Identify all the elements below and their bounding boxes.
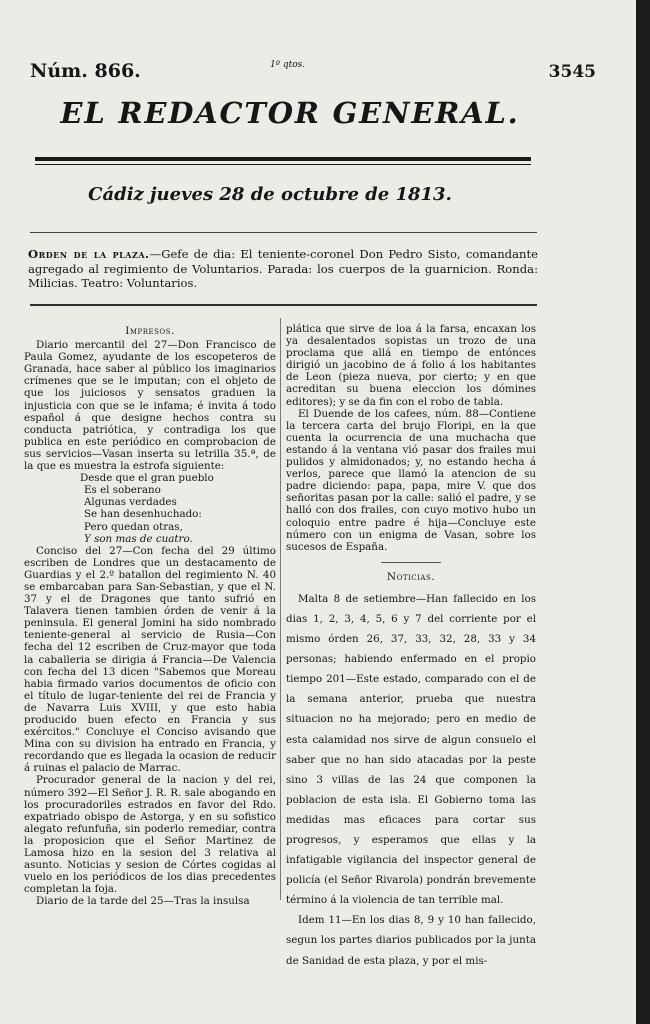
impresos-heading: Impresos.	[125, 325, 175, 337]
left-column	[24, 323, 276, 908]
dateline-rule	[30, 232, 537, 233]
orden-de-la-plaza	[28, 247, 538, 291]
page-edge-shadow	[636, 0, 650, 1024]
orden-text: —Gefe de dia: El teniente-coronel Don Pedro Sisto, comandante agregado al regimiento de Voluntarios. Parada: los cuerpos de la guarnicion. Ronda: Milicias. Teatro: Voluntarios.	[28, 247, 538, 290]
conciso-paragraph: Conciso del 27—Con fecha del 29 último escriben de Londres que un destacamento de Guardias y el 2.º batallon del regimiento N. 40 se embarcaban para San-Sebastian, y que el N. 37 y el de Dragones que tanto sufrió en Talavera tienen tambien órden de venir á la peninsula. El general Jomini ha sido nombrado teniente-general al servicio de Rusia—Con fecha del 12 escriben de Cruz-mayor que toda la caballeria se dirigia á Francia—De Valencia con fecha del 13 dicen "Sabemos que Moreau habia firmado varios documentos de oficio con el título de lugar-teniente del rei de Francia y de Navarra Luis XVIII, y que esto habia producido buen efecto en Francia y sus exércitos." Concluye el Conciso avisando que Mina con su division ha entrado en Francia, y recordando que es llegada la ocasion de reducir á ruinas el palacio de Marrac.	[24, 544, 276, 775]
page-number: 3545	[548, 62, 596, 82]
verse-line: Desde que el gran pueblo	[80, 472, 214, 485]
diario-tarde-paragraph: Diario de la tarde del 25—Tras la insulsa	[36, 895, 250, 908]
right-column	[286, 323, 536, 971]
verse-line: Algunas verdades	[84, 496, 177, 509]
masthead-rule-thick	[35, 157, 531, 161]
verse-line: Se han desenhuchado:	[84, 508, 202, 521]
idem-paragraph: Idem 11—En los dias 8, 9 y 10 han fallecido, segun los partes diarios publicados por la junta de Sanidad de esta plaza, y por el mis-	[286, 914, 536, 967]
noticias-heading: Noticias.	[386, 570, 436, 583]
duende-paragraph: El Duende de los cafees, núm. 88—Contiene la tercera carta del brujo Floripi, en la que cuenta la ocurrencia de una muchacha que estando á la ventana vió pasar dos frailes mui pulidos y almidonados; y, no estando hecha á verlos, parece que llamó la atencion de su padre diciendo: papa, papa, mire V. que dos señoritas pasan por la calle: salió el padre, y se halló con dos frailes, con cuyo motivo hubo un coloquio entre padre é hija—Concluye este número con un enigma de Vasan, sobre los sucesos de España.	[286, 407, 536, 553]
procurador-paragraph: Procurador general de la nacion y del rei, número 392—El Señor J. R. R. sale abogando en los procuradoriles estrados en favor del Rdo. expatriado obispo de Astorga, y en su sofistico alegato refunfuña, sin poderlo remediar, contra la proposicion que el Señor Martinez de Lamosa hizo en la sesion del 3 relativa al asunto. Noticias y sesion de Córtes cogidas al vuelo en los periódicos de los dias precedentes completan la foja.	[24, 774, 276, 896]
dateline: Cádiz jueves 28 de octubre de 1813.	[88, 184, 452, 205]
malta-paragraph: Malta 8 de setiembre—Han fallecido en los dias 1, 2, 3, 4, 5, 6 y 7 del corriente por el mismo órden 26, 37, 33, 32, 28, 33 y 34 personas; habiendo enfermado en el propio tiempo 201—Este estado, comparado con el de la semana anterior, prueba que nuestra situacion no ha mejorado; pero en medio de esta calamidad nos sirve de algun consuelo el saber que no han sido atacadas por la peste sino 3 villas de las 24 que componen la poblacion de esta isla. El Gobierno toma las medidas mas eficaces para cortar sus progresos, y esperamos que ellas y la infatigable vigilancia del inspector general de policía (el Señor Rivarola) pondrán brevemente término á la violencia de tan terrible mal.	[286, 592, 536, 907]
issue-price: 1º qtos.	[270, 60, 306, 70]
verse-line: Y son mas de cuatro.	[84, 532, 193, 545]
orden-label: Orden de la plaza.	[28, 247, 150, 261]
diario-mercantil-paragraph: Diario mercantil del 27—Don Francisco de Paula Gomez, ayudante de los escopeteros de Granada, hace saber al público los imaginarios crímenes que se le imputan; con el objeto de que los juiciosos y sensatos graduen la injusticia con que se le infama; é invita á todo español á que designe hechos contra su conducta patriótica, y contradiga los que publica en este periódico en comprobacion de sus servicios—Vasan inserta su letrilla 35.ª, de la que es muestra la estrofa siguiente:	[24, 339, 276, 473]
masthead-title: EL REDACTOR GENERAL.	[60, 96, 520, 130]
verse-line: Es el soberano	[84, 484, 161, 497]
masthead-rule-thin	[35, 164, 531, 165]
section-rule	[30, 304, 537, 306]
short-rule	[381, 562, 441, 563]
issue-number: Núm. 866.	[30, 60, 141, 82]
verse-line: Pero quedan otras,	[84, 520, 183, 533]
column-divider	[280, 318, 281, 900]
platica-paragraph: plática que sirve de loa á la farsa, encaxan los ya desalentados sopistas un trozo de una proclama que allá en tiempo de entónces dirigió un jacobino de á folio á los habitantes de Leon (pieza nueva, por cierto; y en que acreditan su buena eleccion los dómines editores); y se da fin con el robo de tabla.	[286, 323, 536, 408]
